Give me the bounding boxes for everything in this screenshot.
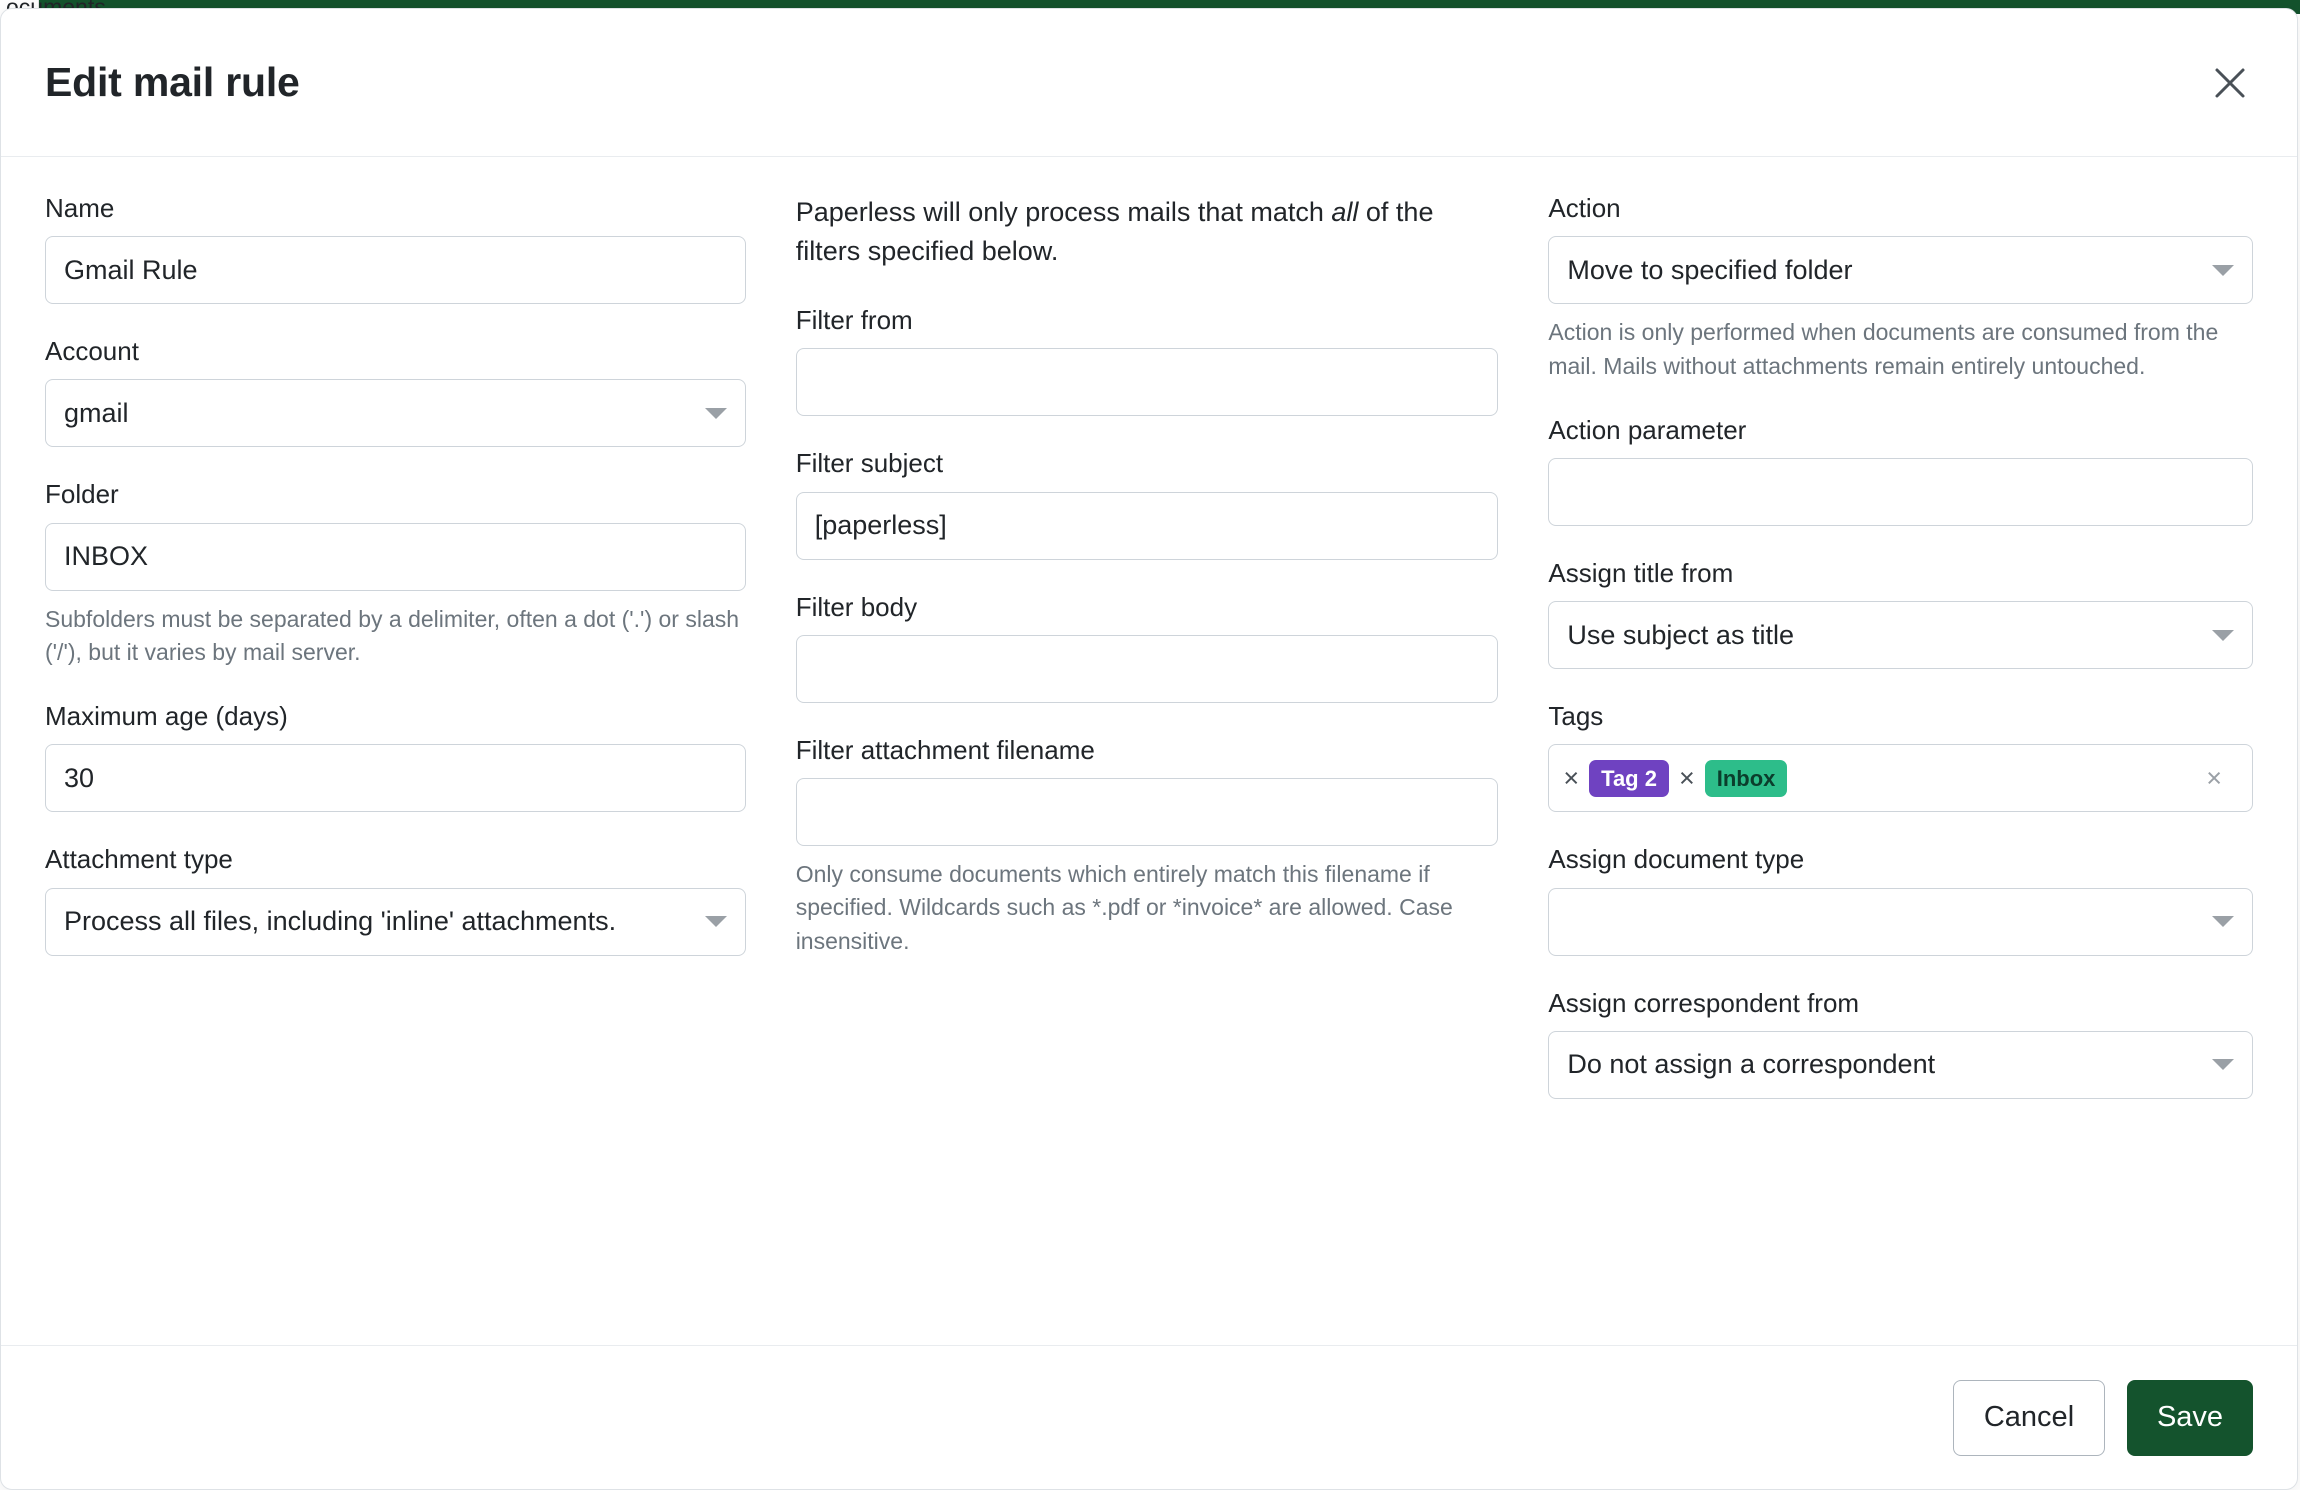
assign-title-from-label: Assign title from	[1548, 558, 1734, 589]
close-icon[interactable]	[2207, 60, 2253, 106]
filters-intro-after: of the filters specified below.	[795, 197, 1434, 267]
assign-document-type-select[interactable]	[1548, 888, 2253, 956]
assign-correspondent-from-value: Do not assign a correspondent	[1567, 1049, 1936, 1080]
column-filters	[796, 193, 1499, 1345]
action-parameter-label: Action parameter	[1548, 414, 1747, 445]
action-select[interactable]	[1548, 236, 2253, 304]
filters-intro-text	[796, 193, 1499, 271]
filter-subject-input[interactable]: [paperless]	[796, 492, 1499, 560]
assign-title-from-value: Use subject as title	[1567, 619, 1794, 650]
tag-chip[interactable]	[1679, 760, 1787, 797]
dialog-title: Edit mail rule	[45, 59, 300, 105]
name-input[interactable]: Gmail Rule	[45, 236, 746, 304]
folder-help-text: Subfolders must be separated by a delimiter, often a dot ('.') or slash ('/'), but it varies by mail server.	[45, 605, 740, 665]
filter-attachment-filename-input[interactable]	[796, 778, 1499, 846]
filter-subject-label: Filter subject	[795, 448, 944, 479]
tag-chip[interactable]	[1563, 760, 1669, 797]
attachment-type-label: Attachment type	[45, 844, 233, 875]
account-select-value: gmail	[64, 397, 129, 428]
assign-document-type-label: Assign document type	[1548, 844, 1805, 875]
tag-label: Inbox	[1705, 760, 1788, 797]
chevron-down-icon	[2212, 630, 2234, 641]
cancel-button[interactable]: Cancel	[1953, 1380, 2105, 1456]
folder-label: Folder	[45, 479, 119, 510]
filter-body-input[interactable]	[796, 635, 1499, 703]
chevron-down-icon	[2212, 1059, 2234, 1070]
tag-label: Tag 2	[1589, 760, 1669, 797]
filters-intro-emphasis: all	[1331, 197, 1359, 227]
dialog-footer	[1, 1345, 2297, 1489]
assign-correspondent-from-select[interactable]	[1548, 1031, 2253, 1099]
filter-attachment-help-text: Only consume documents which entirely match this filename if specified. Wildcards such as *.pdf or *invoice* are allowed. Case insensitive.	[795, 861, 1453, 954]
filters-intro-before: Paperless will only process mails that match	[795, 197, 1332, 227]
account-select[interactable]	[45, 379, 746, 447]
tags-controls	[2206, 762, 2238, 793]
tags-input[interactable]	[1548, 744, 2253, 812]
name-label: Name	[45, 193, 115, 223]
column-actions	[1548, 193, 2253, 1345]
action-parameter-input[interactable]	[1548, 458, 2253, 526]
attachment-type-select[interactable]	[45, 888, 746, 956]
filter-from-label: Filter from	[795, 305, 913, 336]
assign-correspondent-from-label: Assign correspondent from	[1548, 987, 1860, 1018]
account-label: Account	[45, 336, 139, 367]
maximum-age-label: Maximum age (days)	[45, 701, 288, 732]
remove-tag-icon[interactable]: ×	[1563, 762, 1580, 793]
maximum-age-input[interactable]: 30	[45, 744, 746, 812]
filter-from-input[interactable]	[796, 348, 1499, 416]
tags-label: Tags	[1548, 701, 1604, 732]
clear-tags-icon[interactable]: ×	[2206, 762, 2222, 793]
action-select-value: Move to specified folder	[1567, 254, 1853, 285]
column-general	[45, 193, 746, 1345]
filter-attachment-filename-label: Filter attachment filename	[795, 734, 1095, 765]
action-label: Action	[1548, 193, 1621, 223]
chevron-down-icon	[2212, 916, 2234, 927]
attachment-type-select-value: Process all files, including 'inline' attachments.	[64, 906, 617, 937]
remove-tag-icon[interactable]: ×	[1678, 762, 1695, 793]
assign-title-from-select[interactable]	[1548, 601, 2253, 669]
filter-body-label: Filter body	[795, 591, 918, 622]
chevron-down-icon	[705, 408, 727, 419]
action-help-text: Action is only performed when documents are consumed from the mail. Mails without attachments remain entirely untouched.	[1548, 319, 2219, 379]
chevron-down-icon	[2212, 265, 2234, 276]
dialog-header	[1, 9, 2297, 157]
folder-input[interactable]: INBOX	[45, 523, 746, 591]
edit-mail-rule-dialog	[0, 8, 2298, 1490]
chevron-down-icon	[705, 916, 727, 927]
dialog-body	[1, 157, 2297, 1345]
save-button[interactable]: Save	[2127, 1380, 2253, 1456]
